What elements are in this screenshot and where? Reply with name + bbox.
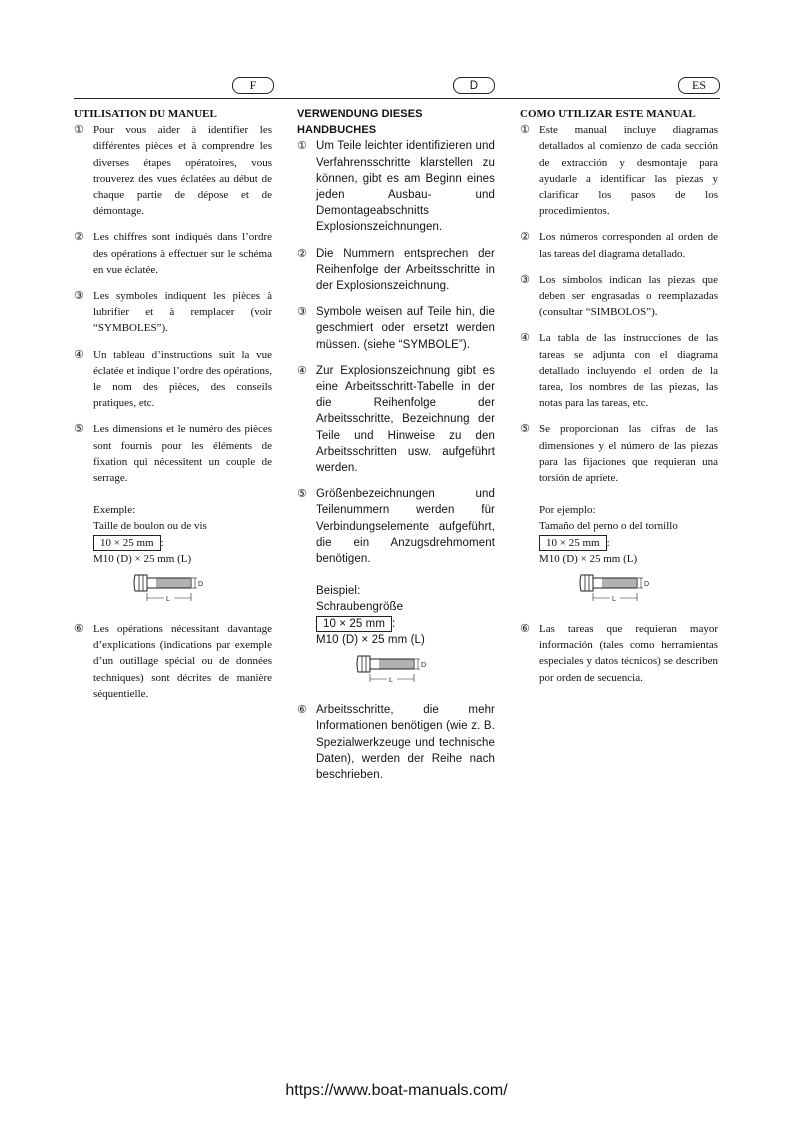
svg-text:D: D — [644, 581, 650, 589]
section-title-de-2: HANDBUCHES — [297, 124, 377, 137]
list-item: ② Los números corresponden al orden de las tareas del diagrama detallado. — [520, 230, 718, 260]
example-line: Taille de boulon ou de vis — [93, 520, 207, 533]
list-item: ③ Les symboles indiquent les pièces à lubrifier et à remplacer (voir “SYMBOLES”). — [74, 289, 272, 335]
list-item: ⑤ Se proporcionan las cifras de las dimensiones y el número de las piezas para las fijaciones que requieran una torsión de apriete. — [520, 422, 718, 485]
size-box: 10 × 25 mm — [316, 616, 392, 632]
column-french — [74, 106, 272, 702]
bolt-diagram-icon — [356, 652, 446, 688]
list-item: ① Um Teile leichter identifizieren und Verfahrensschritte klarstellen zu können, gibt es am Beginn eines jeden Ausbau- und Demontageabschnitts Explosionszeichnungen. — [297, 139, 495, 234]
list-item: ④ Un tableau d’instructions suit la vue éclatée et indique l’ordre des opérations, le nom des pièces, des conseils pratiques, etc. — [74, 347, 272, 410]
size-box: 10 × 25 mm — [539, 535, 607, 551]
bolt-diagram-icon — [133, 571, 223, 607]
svg-text:D: D — [421, 662, 427, 670]
section-title-de-1: VERWENDUNG DIESES — [297, 108, 423, 120]
list-item: ④ La tabla de las instrucciones de las tareas se adjunta con el diagrama detallado incluyendo el orden de la tarea, los nombres de las piezas, las notas para las tareas, etc. — [520, 331, 718, 410]
tab-d: D — [453, 77, 495, 94]
footer-url[interactable]: https://www.boat-manuals.com/ — [285, 1082, 508, 1099]
header-rule — [74, 98, 720, 99]
list-item: ⑥ Arbeitsschritte, die mehr Informationen benötigen (wie z. B. Spezialwerkzeuge und technische Daten), werden der Reihe nach beschrieben. — [297, 703, 495, 781]
section-title-fr: UTILISATION DU MANUEL — [74, 108, 217, 120]
column-spanish — [520, 106, 718, 686]
section-title-es: COMO UTILIZAR ESTE MANUAL — [520, 108, 696, 120]
example-spec: M10 (D) × 25 mm (L) — [93, 552, 192, 565]
example-line: Tamaño del perno o del tornillo — [539, 520, 678, 533]
list-item: ④ Zur Explosionszeichnung gibt es eine Arbeitsschritt-Tabelle in der die Reihenfolge der Arbeitsschritte, Bezeichnung der Teile und Hinweise zu den Arbeitsschritten usw. aufgeführt werden. — [297, 363, 495, 475]
svg-text:L: L — [612, 596, 616, 604]
column-german — [297, 106, 495, 783]
bolt-diagram-icon — [579, 571, 669, 607]
list-item: ⑥ Les opérations nécessitant davantage d’explications (indications par exemple d’un outillage spécial ou de données techniques) sont décrites de manière séquentielle. — [74, 622, 272, 700]
list-item: ① Este manual incluye diagramas detallados al comienzo de cada sección de extracción y desmontaje para ayudarle a identificar las piezas y clarificar los pasos de los procedimientos. — [520, 123, 718, 218]
svg-text:L: L — [166, 596, 170, 604]
list-item: ⑤ Les dimensions et le numéro des pièces sont fournis pour les éléments de fixation qui nécessitent un couple de serrage. — [74, 422, 272, 485]
svg-text:D: D — [198, 581, 204, 589]
tab-f: F — [232, 77, 274, 94]
list-item: ⑤ Größenbezeichnungen und Teilenummern werden für Verbindungselemente aufgeführt, die ein Anzugsdrehmoment benötigen. — [297, 487, 495, 566]
svg-text:L: L — [389, 677, 393, 685]
list-item: ③ Symbole weisen auf Teile hin, die geschmiert oder ersetzt werden müssen. (siehe “SYMBOLE”). — [297, 305, 495, 351]
size-box: 10 × 25 mm — [93, 535, 161, 551]
list-item: ⑥ Las tareas que requieran mayor información (tales como herramientas especiales y datos técnicos) se describen por orden de secuencia. — [520, 622, 718, 684]
example-block: Exemple: Taille de boulon ou de vis 10 × 25 mm : M10 (D) × 25 mm (L) D L — [74, 502, 272, 607]
list-item: ② Les chiffres sont indiqués dans l’ordre des opérations à effectuer sur le schéma en vue éclatée. — [74, 230, 272, 276]
list-item: ③ Los símbolos indican las piezas que deben ser engrasadas o reemplazadas (consultar “SIMBOLOS”). — [520, 272, 718, 319]
example-label: Por ejemplo: — [539, 504, 596, 517]
tab-es: ES — [678, 77, 720, 94]
example-spec: M10 (D) × 25 mm (L) — [539, 552, 638, 565]
example-line: Schraubengröße — [316, 601, 404, 614]
example-block: Por ejemplo: Tamaño del perno o del tornillo 10 × 25 mm : M10 (D) × 25 mm (L) D L — [520, 502, 718, 607]
list-item: ① Pour vous aider à identifier les différentes pièces et à comprendre les diverses étapes opératoires, vous trouverez des vues éclatées au début de chaque partie de dépose et de démontage. — [74, 123, 272, 218]
example-spec: M10 (D) × 25 mm (L) — [316, 633, 425, 646]
example-label: Exemple: — [93, 504, 136, 517]
list-item: ② Die Nummern entsprechen der Reihenfolge der Arbeitsschritte in der Explosionszeichnung. — [297, 246, 495, 293]
example-label: Beispiel: — [316, 585, 361, 598]
example-block: Beispiel: Schraubengröße 10 × 25 mm : M10 (D) × 25 mm (L) D L — [297, 583, 495, 688]
